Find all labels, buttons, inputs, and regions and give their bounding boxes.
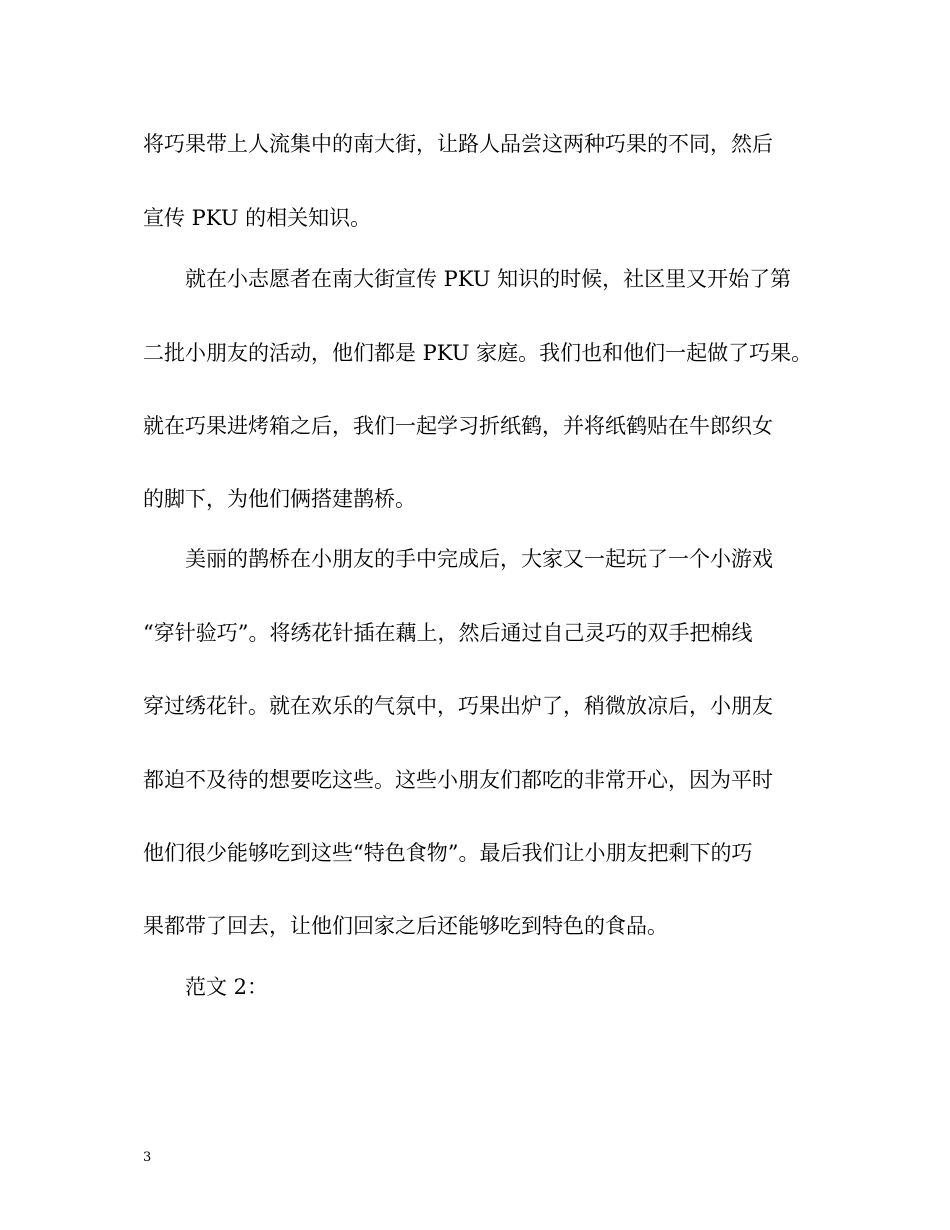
text-line: 都迫不及待的想要吃这些。这些小朋友们都吃的非常开心，因为平时 — [143, 768, 773, 792]
text-line: 将巧果带上人流集中的南大街，让路人品尝这两种巧果的不同，然后 — [143, 132, 773, 156]
text-line: 二批小朋友的活动，他们都是 PKU 家庭。我们也和他们一起做了巧果。 — [143, 341, 813, 365]
paragraph-start-line: 美丽的鹊桥在小朋友的手中完成后，大家又一起玩了一个小游戏 — [185, 547, 773, 571]
text-line: 就在巧果进烤箱之后，我们一起学习折纸鹤，并将纸鹤贴在牛郎织女 — [143, 414, 773, 438]
page-number: 3 — [143, 1150, 152, 1165]
text-line: 果都带了回去，让他们回家之后还能够吃到特色的食品。 — [143, 914, 668, 938]
text-line: 的脚下，为他们俩搭建鹊桥。 — [143, 487, 416, 511]
text-line: 宣传 PKU 的相关知识。 — [143, 206, 372, 230]
text-line: 穿过绣花针。就在欢乐的气氛中，巧果出炉了，稍微放凉后，小朋友 — [143, 694, 773, 718]
paragraph-start-line: 就在小志愿者在南大街宣传 PKU 知识的时候，社区里又开始了第 — [185, 267, 792, 291]
text-line: “穿针验巧”。将绣花针插在藕上，然后通过自己灵巧的双手把棉线 — [143, 621, 753, 645]
text-line: 他们很少能够吃到这些“特色食物”。最后我们让小朋友把剩下的巧 — [143, 841, 753, 865]
section-heading: 范文 2： — [185, 975, 269, 999]
